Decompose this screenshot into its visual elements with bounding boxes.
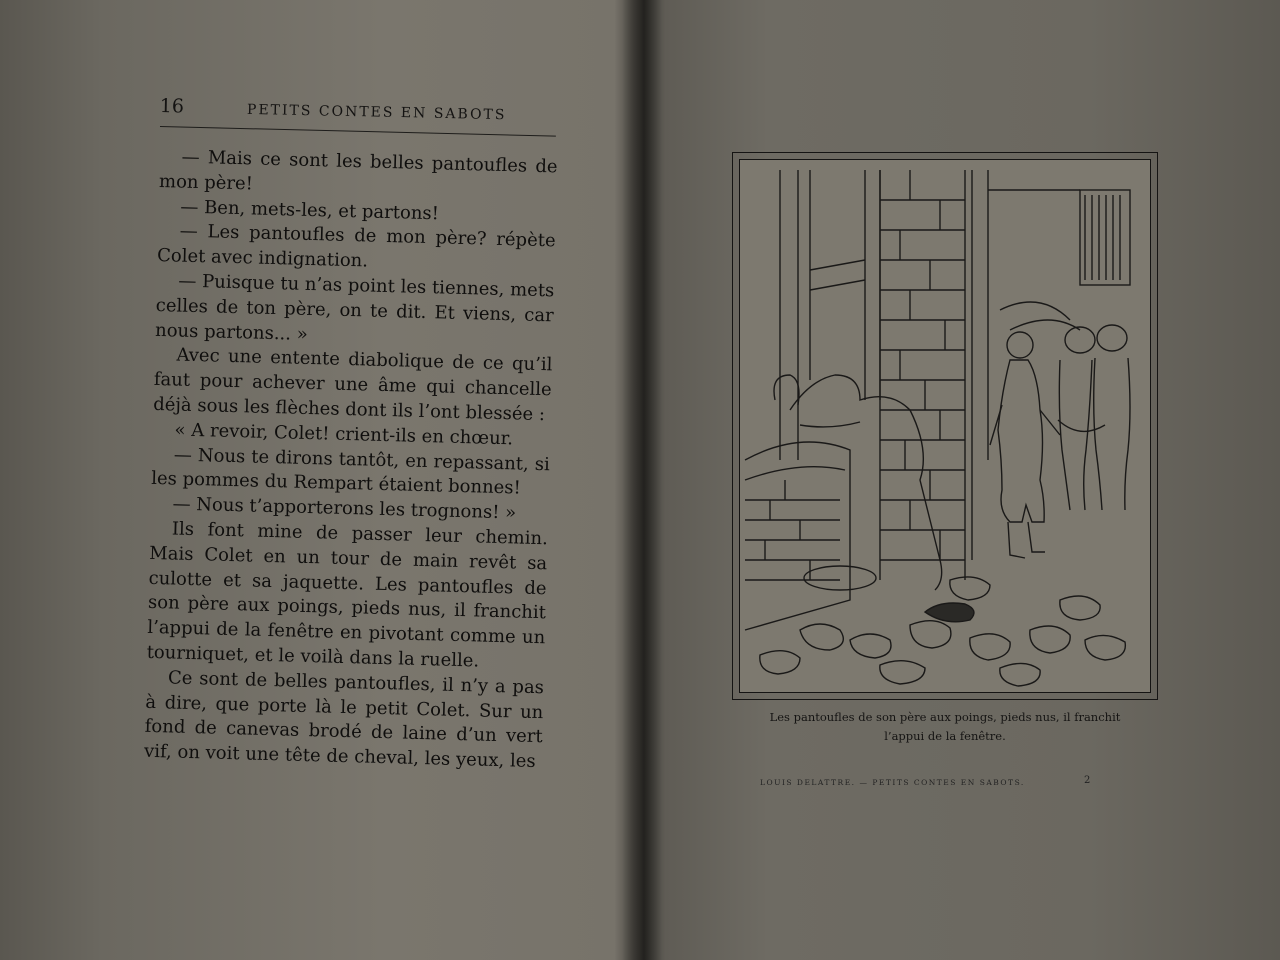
paragraph: — Ben, mets-les, et partons! xyxy=(180,196,440,224)
paragraph: — Nous te dirons tantôt, en repassant, si les pommes du Rempart étaient bonnes! xyxy=(150,444,551,499)
signature-number: 2 xyxy=(1084,775,1091,786)
paragraph: Ils font mine de passer leur chemin. Mais Colet en un tour de main revêt sa culotte et sa jaquette. Les pantoufles de son père aux poings, pieds nus, il franchit l’appui de la fenêtre en pivotant comme un tourniquet, et le voilà dans la ruelle. xyxy=(146,518,549,672)
footer-credit: LOUIS DELATTRE. — PETITS CONTES EN SABOTS. xyxy=(760,778,1025,787)
illustration-frame xyxy=(739,159,1151,693)
caption-line-2: l’appui de la fenêtre. xyxy=(884,729,1006,743)
book-gutter xyxy=(622,0,662,960)
running-title: PETITS CONTES EN SABOTS xyxy=(246,101,507,124)
illustration-plate xyxy=(732,152,1158,700)
paragraph: Avec une entente diabolique de ce qu’il faut pour achever une âme qui chancelle déjà sous les flèches dont ils l’ont blessée : xyxy=(152,344,553,426)
paragraph: « A revoir, Colet! crient-ils en chœur. xyxy=(174,419,514,450)
page-number: 16 xyxy=(159,95,185,118)
paragraph: — Nous t’apporterons les trognons! » xyxy=(172,493,517,524)
caption-line-1: Les pantoufles de son père aux poings, pieds nus, il franchit xyxy=(769,710,1121,724)
street-scene-illustration xyxy=(740,160,1150,692)
paragraph: — Puisque tu n’as point les tiennes, mets celles de ton père, on te dit. Et viens, car nous partons... » xyxy=(154,270,555,345)
paragraph: — Les pantoufles de mon père? répète Colet avec indignation. xyxy=(156,220,556,272)
paragraph: — Mais ce sont les belles pantoufles de mon père! xyxy=(158,146,558,195)
illustration-caption xyxy=(730,708,1160,746)
body-text xyxy=(144,145,558,775)
paragraph: Ce sont de belles pantoufles, il n’y a pas à dire, que porte là le petit Colet. Sur un fond de canevas brodé de laine d’un vert vif, on voit une tête de cheval, les yeux, les xyxy=(143,667,545,773)
